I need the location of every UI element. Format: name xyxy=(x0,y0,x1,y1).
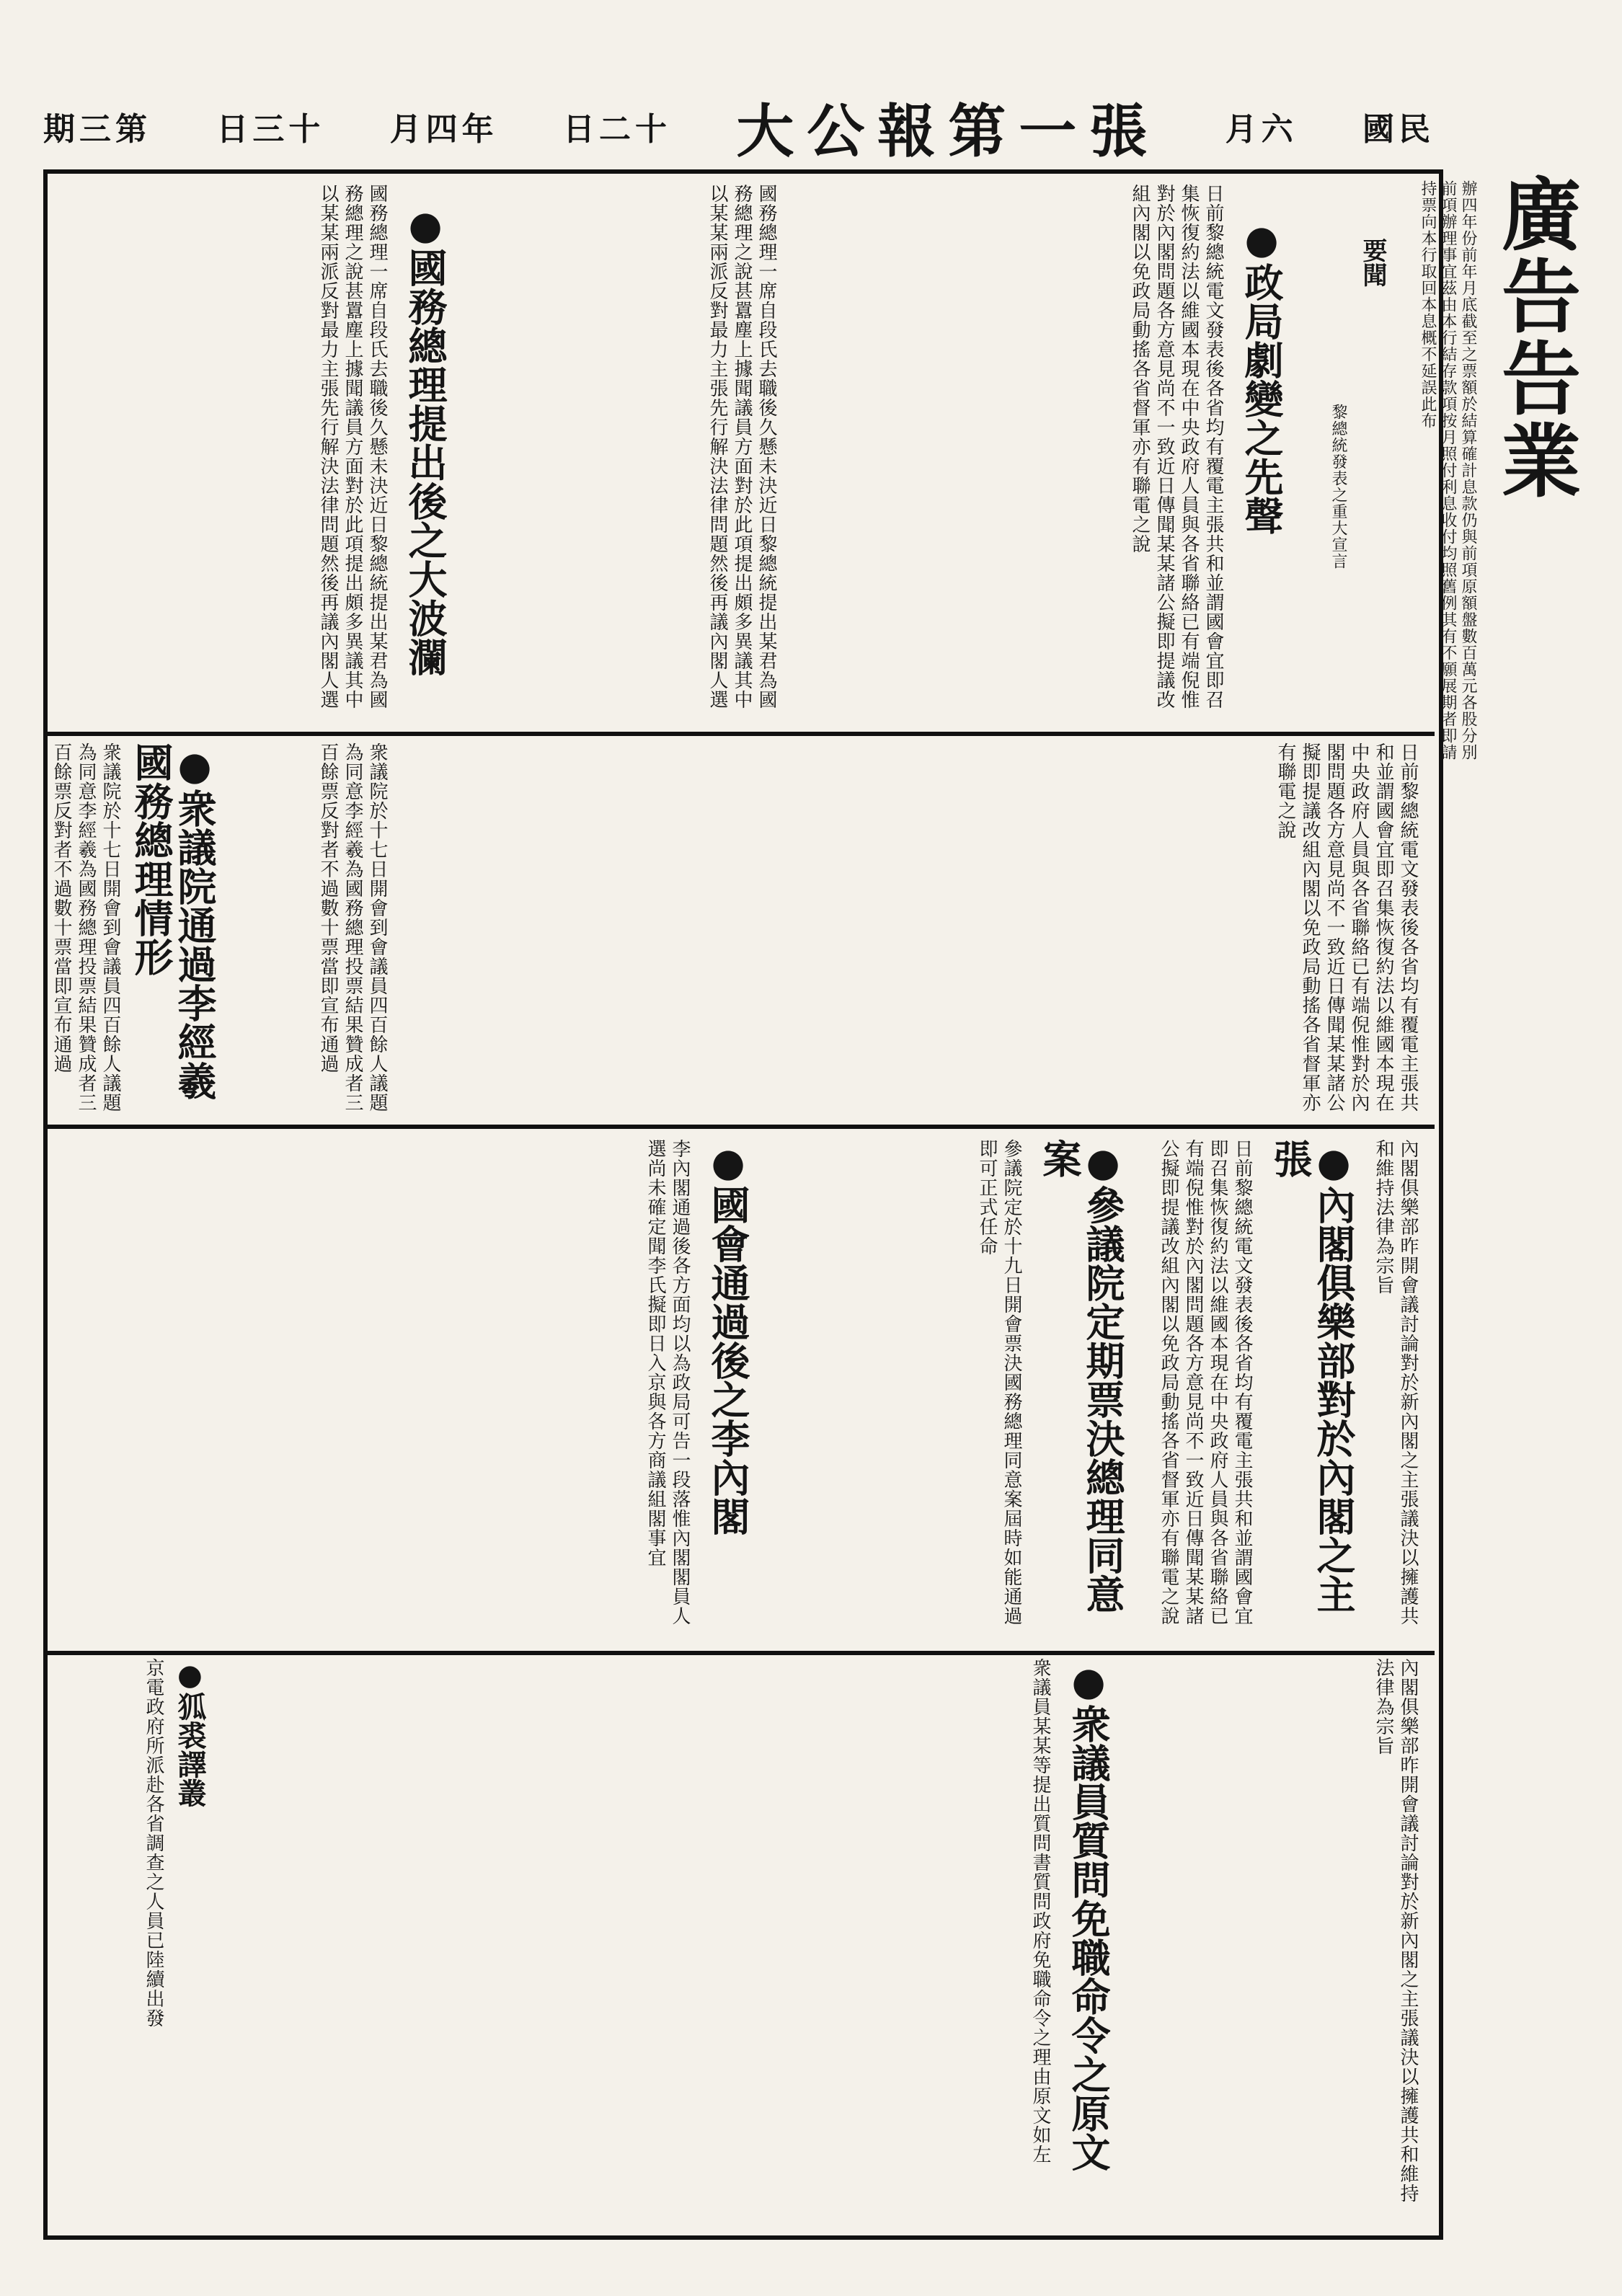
headline: ●衆議員質問免職命令之原文 xyxy=(1065,1658,1112,2171)
masthead-item: 國民 xyxy=(1362,111,1435,148)
headline: ●參議院定期票決總理同意案 xyxy=(1037,1139,1126,1613)
article-body: 內閣俱樂部昨開會議討論對於新內閣之主張議決以擁護共和維持法律為宗旨 xyxy=(1373,1139,1419,1626)
masthead-item: 月四年 xyxy=(389,111,498,148)
article-body: 李內閣通過後各方面均以為政局可告一段落惟內閣閣員人選尚未確定聞李氏擬即日入京與各方商議組閣事宜 xyxy=(644,1139,691,1626)
article-body: 衆議院於十七日開會到會議員四百餘人議題為同意李經羲為國務總理投票結果贊成者三百餘票反對者不過數十票當即宣布通過 xyxy=(317,743,388,1112)
headline: ●內閣俱樂部對於內閣之主張 xyxy=(1267,1139,1357,1613)
section-label: 要聞 xyxy=(1358,238,1387,287)
article-body: 京電政府所派赴各省調查之人員已陸續出發 xyxy=(143,1658,164,2028)
masthead-item: 日二十 xyxy=(562,111,671,148)
masthead xyxy=(43,87,1435,166)
masthead-item: 月六 xyxy=(1225,111,1298,148)
headline: ●國務總理提出後之大波瀾 xyxy=(402,202,448,676)
article-body: 日前黎總統電文發表後各省均有覆電主張共和並謂國會宜即召集恢復約法以維國本現在中央政府人員與各省聯絡已有端倪惟對於內閣問題各方意見尚不一致近日傳聞某某諸公擬即提議改組內閣以免政局動搖各省督軍亦有聯電之說 xyxy=(1275,743,1419,1112)
article-body: 國務總理一席自段氏去職後久懸未決近日黎總統提出某君為國務總理之說甚囂塵上據聞議員方面對於此項提出頗多異議其中以某某兩派反對最力主張先行解決法律問題然後再議內閣人選 xyxy=(317,184,388,709)
horizontal-rule xyxy=(43,732,1435,736)
article-body: 參議院定於十九日開會票決國務總理同意案屆時如能通過即可正式任命 xyxy=(976,1139,1022,1626)
headline: ●狐裘譯叢 xyxy=(173,1658,207,1807)
article-body: 內閣俱樂部昨開會議討論對於新內閣之主張議決以擁護共和維持法律為宗旨 xyxy=(1373,1658,1419,2203)
notice-text: 辦四年份前年月底截至之票額於結算確計息款仍與前項原額盤數百萬元各股分別前項辦理事宜茲由本行結存款項按月照付利息收付均照舊例其有不願展期者即請持票向本行取回本息概不延誤此布 xyxy=(1419,180,1477,761)
masthead-item: 期三第 xyxy=(43,111,151,148)
horizontal-rule xyxy=(43,1125,1435,1129)
headline: ●政局劇變之先聲 xyxy=(1238,216,1285,535)
masthead-item: 日三十 xyxy=(216,111,325,148)
article-body: 國務總理一席自段氏去職後久懸未決近日黎總統提出某君為國務總理之說甚囂塵上據聞議員方面對於此項提出頗多異議其中以某某兩派反對最力主張先行解決法律問題然後再議內閣人選 xyxy=(706,184,777,709)
sub-heading: 黎總統發表之重大宣言 xyxy=(1329,404,1347,569)
headline: ●國會通過後之李內閣 xyxy=(705,1139,751,1535)
article-body: 日前黎總統電文發表後各省均有覆電主張共和並謂國會宜即召集恢復約法以維國本現在中央政府人員與各省聯絡已有端倪惟對於內閣問題各方意見尚不一致近日傳聞某某諸公擬即提議改組內閣以免政局動搖各省督軍亦有聯電之說 xyxy=(1129,184,1224,709)
horizontal-rule xyxy=(43,1651,1435,1655)
headline: ●衆議院通過李經羲國務總理情形 xyxy=(128,743,218,1100)
notice-title: 廣告告業 xyxy=(1489,173,1582,502)
article-body: 衆議院於十七日開會到會議員四百餘人議題為同意李經羲為國務總理投票結果贊成者三百餘票反對者不過數十票當即宣布通過 xyxy=(50,743,121,1112)
article-body: 日前黎總統電文發表後各省均有覆電主張共和並謂國會宜即召集恢復約法以維國本現在中央政府人員與各省聯絡已有端倪惟對於內閣問題各方意見尚不一致近日傳聞某某諸公擬即提議改組內閣以免政局動搖各省督軍亦有聯電之說 xyxy=(1158,1139,1253,1626)
masthead-title: 大公報第一張 xyxy=(736,97,1161,165)
article-body: 衆議員某某等提出質問書質問政府免職命令之理由原文如左 xyxy=(1029,1658,1051,2164)
